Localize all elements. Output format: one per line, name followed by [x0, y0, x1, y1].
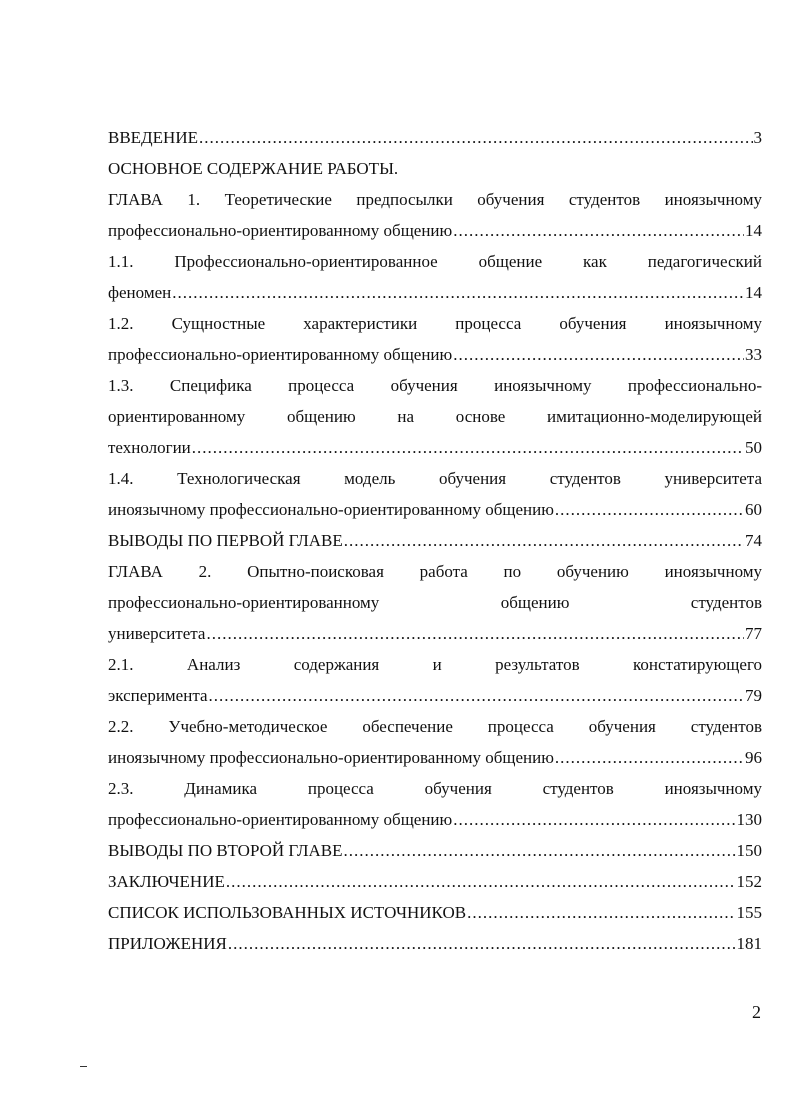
toc-entry-2-1: 2.1. Анализ содержания и результатов констатирующего [108, 655, 762, 674]
toc-entry-chapter2-cont: профессионально-ориентированному общению студентов [108, 593, 762, 612]
toc-entry-1-2: 1.2. Сущностные характеристики процесса обучения иноязычному [108, 314, 762, 333]
toc-label: профессионально-ориентированному общению [108, 810, 453, 829]
leader-dots [344, 525, 744, 556]
toc-page: 14 [745, 283, 762, 302]
leader-dots [228, 928, 736, 959]
toc-entry-1-3-cont: ориентированному общению на основе имитационно-моделирующей [108, 407, 762, 426]
leader-dots [555, 742, 744, 773]
toc-entry-conclusions-2 [108, 835, 762, 866]
toc-entry-chapter2: ГЛАВА 2. Опытно-поисковая работа по обучению иноязычному [108, 562, 762, 581]
toc-entry-intro [108, 122, 762, 153]
leader-dots [344, 835, 736, 866]
toc-label: СПИСОК ИСПОЛЬЗОВАННЫХ ИСТОЧНИКОВ [108, 903, 467, 922]
toc-label: ЗАКЛЮЧЕНИЕ [108, 872, 225, 891]
toc-entry-1-1: 1.1. Профессионально-ориентированное общение как педагогический [108, 252, 762, 271]
toc-page: 181 [736, 934, 762, 953]
toc-entry-2-3-cont [108, 804, 762, 835]
toc-label: ПРИЛОЖЕНИЯ [108, 934, 227, 953]
toc-page: 130 [736, 810, 762, 829]
toc-page: 3 [753, 128, 762, 147]
toc-label: ВЫВОДЫ ПО ПЕРВОЙ ГЛАВЕ [108, 531, 343, 550]
toc-label: ВВЕДЕНИЕ [108, 128, 198, 147]
toc-label: иноязычному профессионально-ориентированному общению [108, 500, 554, 519]
toc-entry-1-4: 1.4. Технологическая модель обучения студентов университета [108, 469, 762, 488]
leader-dots [453, 804, 735, 835]
leader-dots [192, 432, 744, 463]
toc-label: эксперимента [108, 686, 208, 705]
leader-dots [172, 277, 744, 308]
leader-dots [209, 680, 744, 711]
toc-entry-1-2-cont [108, 339, 762, 370]
toc-page: 77 [745, 624, 762, 643]
toc-entry-2-2-cont [108, 742, 762, 773]
toc-main-content-heading: ОСНОВНОЕ СОДЕРЖАНИЕ РАБОТЫ. [108, 159, 399, 178]
toc-entry-1-3-end [108, 432, 762, 463]
toc-entry-chapter1: ГЛАВА 1. Теоретические предпосылки обучения студентов иноязычному [108, 190, 762, 209]
toc-page: 152 [736, 872, 762, 891]
leader-dots [453, 339, 744, 370]
toc-entry-appendix [108, 928, 762, 959]
toc-page: 155 [736, 903, 762, 922]
toc-entry-2-1-cont [108, 680, 762, 711]
toc-page: 150 [736, 841, 762, 860]
toc-page: 50 [745, 438, 762, 457]
toc-label: университета [108, 624, 206, 643]
toc-page: 74 [745, 531, 762, 550]
toc-entry-1-4-cont [108, 494, 762, 525]
toc-entry-chapter1-cont [108, 215, 762, 246]
leader-dots [555, 494, 744, 525]
toc-label: профессионально-ориентированному общению [108, 345, 453, 364]
toc-page: 96 [745, 748, 762, 767]
toc-entry-2-3: 2.3. Динамика процесса обучения студентов иноязычному [108, 779, 762, 798]
page-number: 2 [752, 1002, 761, 1022]
toc-label: иноязычному профессионально-ориентированному общению [108, 748, 554, 767]
toc-label: технологии [108, 438, 191, 457]
toc-entry-conclusion [108, 866, 762, 897]
toc-label: профессионально-ориентированному общению [108, 221, 453, 240]
toc-page: 33 [745, 345, 762, 364]
toc-page: 79 [745, 686, 762, 705]
leader-dots [226, 866, 736, 897]
toc-entry-chapter2-end [108, 618, 762, 649]
toc-label: феномен [108, 283, 172, 302]
leader-dots [453, 215, 744, 246]
toc-entry-references [108, 897, 762, 928]
toc-entry-2-2: 2.2. Учебно-методическое обеспечение процесса обучения студентов [108, 717, 762, 736]
leader-dots [467, 897, 735, 928]
toc-entry-conclusions-1 [108, 525, 762, 556]
toc-page: 60 [745, 500, 762, 519]
leader-dots [199, 122, 753, 153]
toc-label: ВЫВОДЫ ПО ВТОРОЙ ГЛАВЕ [108, 841, 343, 860]
toc-entry-1-1-cont [108, 277, 762, 308]
leader-dots [206, 618, 744, 649]
table-of-contents [108, 122, 762, 959]
scan-mark [80, 1066, 87, 1067]
toc-entry-1-3: 1.3. Специфика процесса обучения иноязычному профессионально- [108, 376, 762, 395]
toc-page: 14 [745, 221, 762, 240]
